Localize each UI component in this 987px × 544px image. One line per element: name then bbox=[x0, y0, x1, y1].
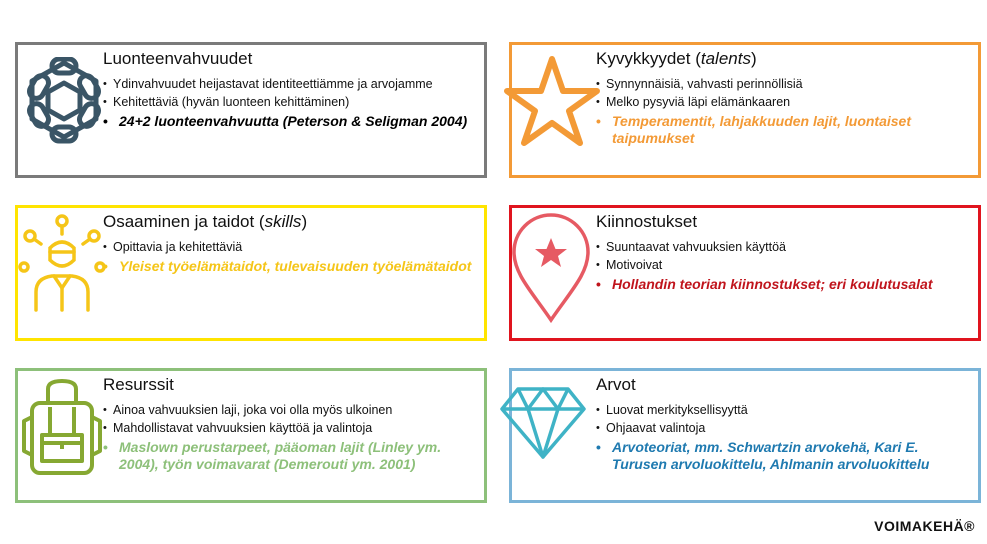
list-item: • Kehitettäviä (hyvän luonteen kehittäminen) bbox=[103, 93, 483, 111]
bullet-list bbox=[596, 238, 976, 293]
bullet-list bbox=[596, 401, 976, 473]
list-item: • Ainoa vahvuuksien laji, joka voi olla myös ulkoinen bbox=[103, 401, 468, 419]
bullet-list bbox=[103, 75, 483, 130]
card-skills bbox=[15, 205, 487, 341]
card-resources bbox=[15, 368, 487, 503]
list-item: • Melko pysyviä läpi elämänkaaren bbox=[596, 93, 976, 111]
card-title: Kiinnostukset bbox=[596, 212, 698, 231]
bullet-list bbox=[596, 75, 976, 147]
highlight-item: • 24+2 luonteenvahvuutta (Peterson & Seligman 2004) bbox=[103, 113, 483, 130]
highlight-item: • Yleiset työelämätaidot, tulevaisuuden työelämätaidot bbox=[103, 258, 483, 275]
card-interests bbox=[509, 205, 981, 341]
list-item: • Suuntaavat vahvuuksien käyttöä bbox=[596, 238, 976, 256]
card-character-strengths bbox=[15, 42, 487, 178]
list-item: • Ohjaavat valintoja bbox=[596, 419, 976, 437]
card-title: Arvot bbox=[596, 375, 636, 394]
card-title: Luonteenvahvuudet bbox=[103, 49, 253, 68]
highlight-item: • Temperamentit, lahjakkuuden lajit, luontaiset taipumukset bbox=[596, 113, 976, 147]
card-values bbox=[509, 368, 981, 503]
chain-hexagon-icon bbox=[20, 57, 108, 150]
star-icon bbox=[502, 53, 602, 154]
list-item: • Motivoivat bbox=[596, 256, 976, 274]
list-item: • Synnynnäisiä, vahvasti perinnöllisiä bbox=[596, 75, 976, 93]
highlight-item: • Hollandin teorian kiinnostukset; eri koulutusalat bbox=[596, 276, 976, 293]
card-title: Osaaminen ja taidot (skills) bbox=[103, 212, 308, 231]
list-item: • Opittavia ja kehitettäviä bbox=[103, 238, 483, 256]
person-ideas-icon bbox=[14, 212, 114, 317]
list-item: • Mahdollistavat vahvuuksien käyttöä ja valintoja bbox=[103, 419, 468, 437]
bullet-list bbox=[103, 401, 468, 473]
map-pin-star-icon bbox=[510, 210, 592, 329]
card-title: Resurssit bbox=[103, 375, 174, 394]
highlight-item: • Arvoteoriat, mm. Schwartzin arvokehä, Kari E. Turusen arvoluokittelu, Ahlmanin arvoluokittelu bbox=[596, 439, 976, 473]
brand-label: VOIMAKEHÄ® bbox=[874, 518, 975, 534]
highlight-item: • Maslown perustarpeet, pääoman lajit (Linley ym. 2004), työn voimavarat (Demerouti ym. 2001) bbox=[103, 439, 468, 473]
bullet-list bbox=[103, 238, 483, 275]
list-item: • Luovat merkityksellisyyttä bbox=[596, 401, 976, 419]
diamond-icon bbox=[498, 385, 588, 466]
backpack-icon bbox=[20, 377, 104, 482]
list-item: • Ydinvahvuudet heijastavat identiteettiämme ja arvojamme bbox=[103, 75, 483, 93]
card-talents bbox=[509, 42, 981, 178]
card-title: Kyvykkyydet (talents) bbox=[596, 49, 757, 68]
